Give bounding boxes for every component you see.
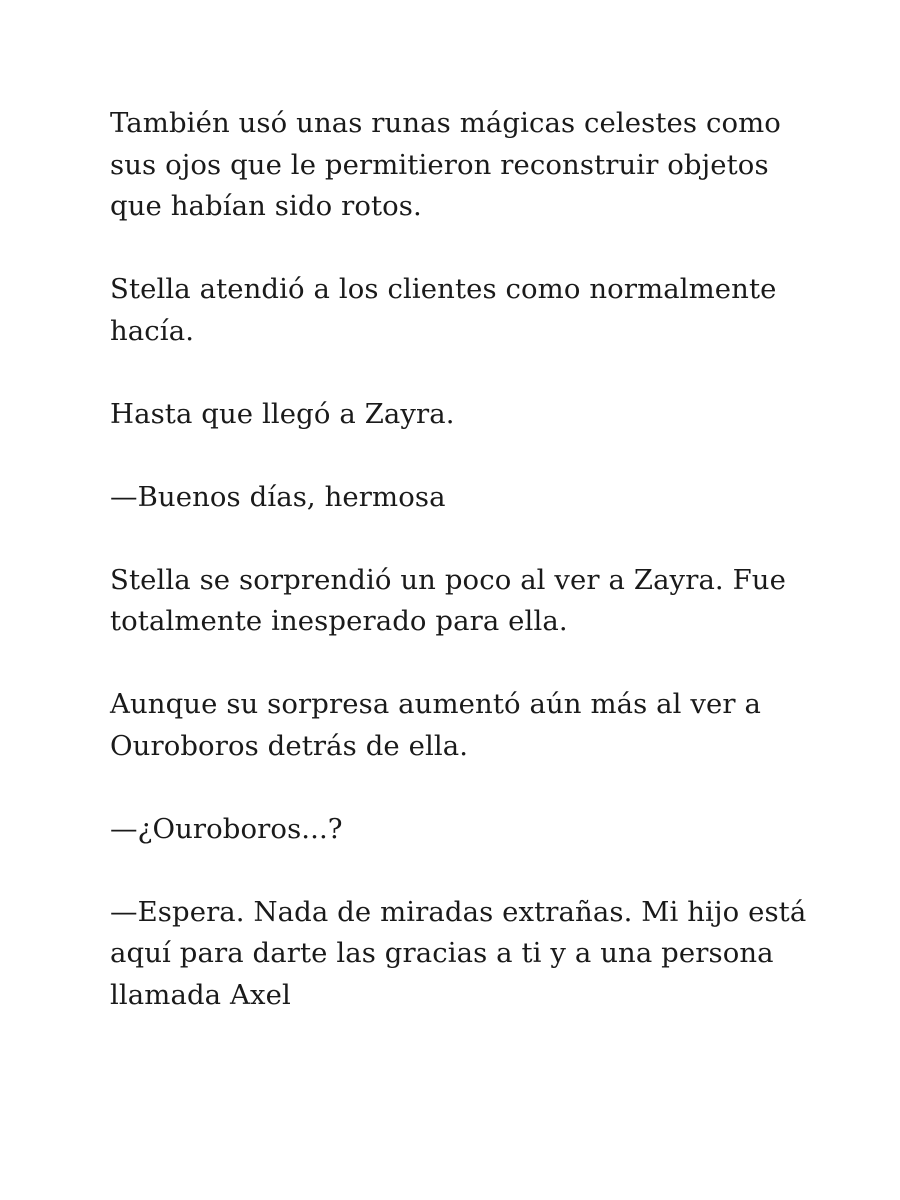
text-line: Stella atendió a los clientes como normalmente (110, 273, 777, 305)
dialogue-paragraph (110, 809, 810, 851)
text-line: aquí para darte las gracias a ti y a una persona (110, 937, 774, 969)
text-line: llamada Axel (110, 978, 291, 1011)
paragraph (110, 394, 810, 436)
text-line: —Buenos días, hermosa (110, 480, 446, 513)
text-line: hacía. (110, 314, 195, 347)
text-line: Stella se sorprendió un poco al ver a Zayra. Fue (110, 563, 786, 596)
paragraph (110, 103, 810, 228)
text-line: totalmente inesperado para ella. (110, 605, 568, 637)
text-line: Hasta que llegó a Zayra. (110, 397, 455, 430)
text-line: —Espera. Nada de miradas extrañas. Mi hijo está (110, 895, 807, 928)
text-line: Aunque su sorpresa aumentó aún más al ver a (110, 688, 761, 720)
text-line: que habían sido rotos. (110, 190, 422, 222)
dialogue-paragraph (110, 892, 810, 1017)
paragraph (110, 684, 810, 767)
text-line: sus ojos que le permitieron reconstruir objetos (110, 148, 769, 181)
text-line: —¿Ouroboros...? (110, 812, 343, 845)
document-page (110, 103, 810, 1058)
paragraph (110, 269, 810, 352)
dialogue-paragraph (110, 477, 810, 519)
paragraph (110, 560, 810, 643)
text-line: Ouroboros detrás de ella. (110, 729, 469, 762)
text-line: También usó unas runas mágicas celestes como (110, 107, 781, 139)
